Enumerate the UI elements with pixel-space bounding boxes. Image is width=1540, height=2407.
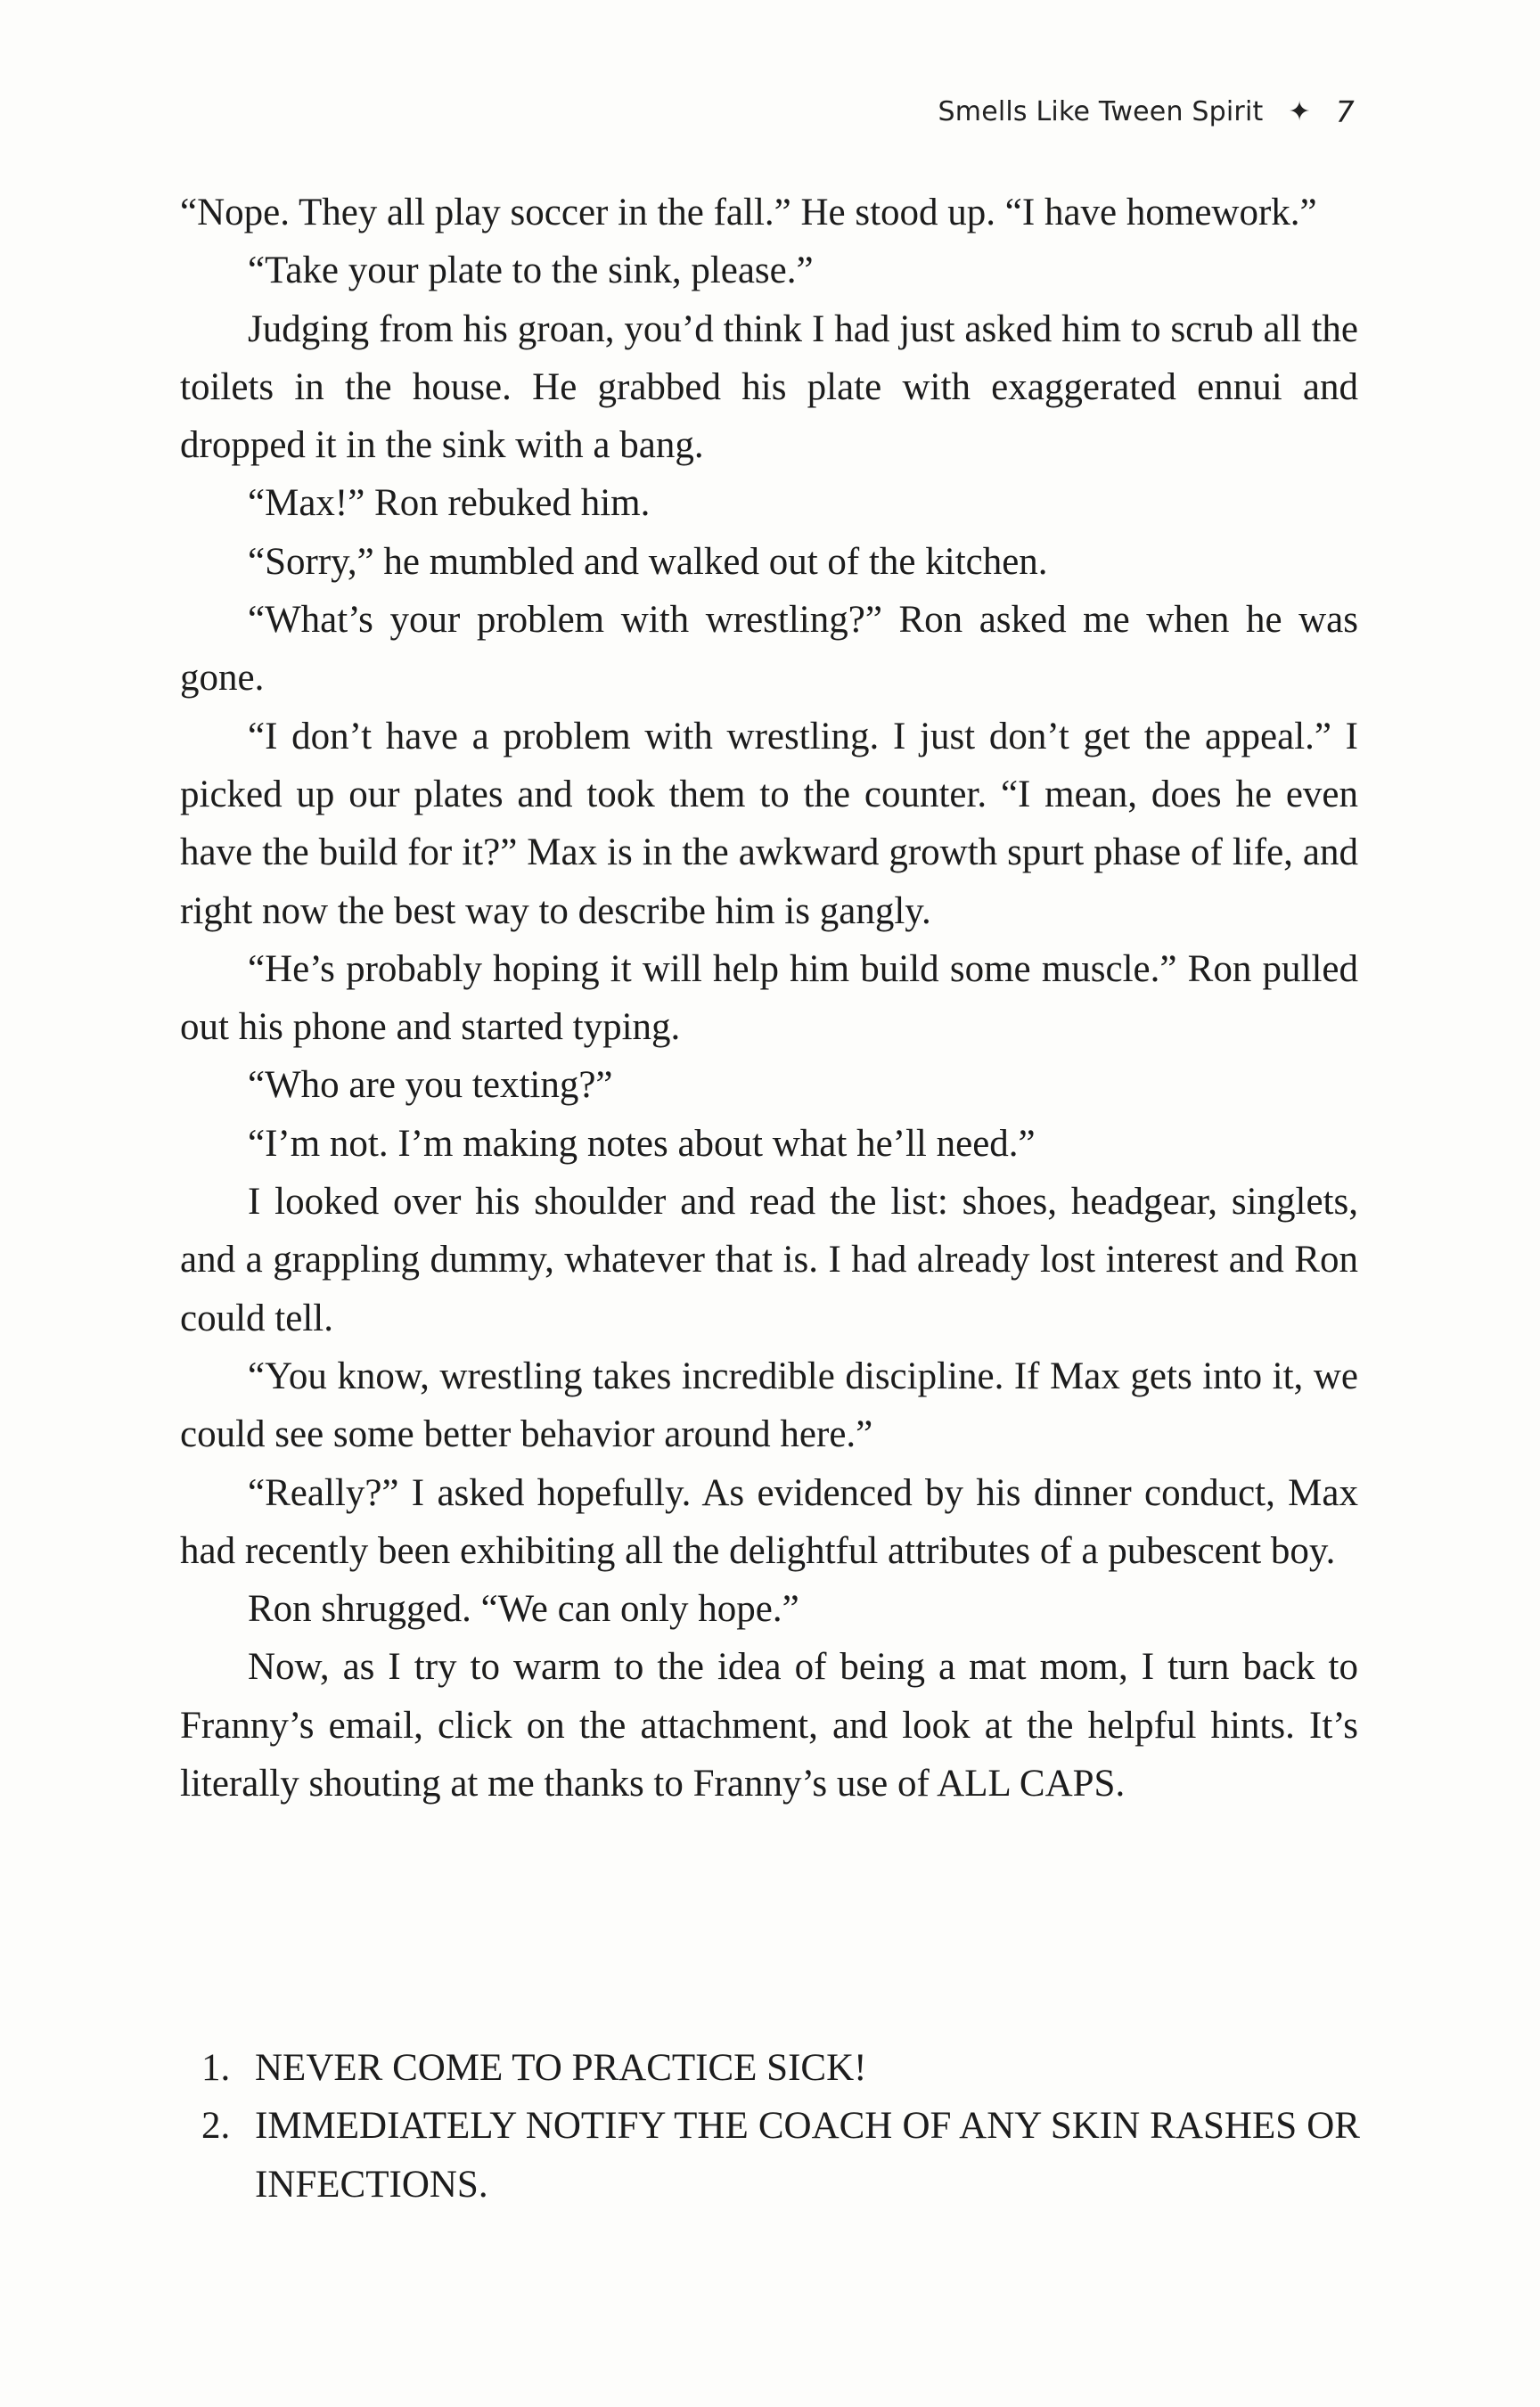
paragraph: Judging from his groan, you’d think I had just asked him to scrub all the toilets in the house. He grabbed his plate with exaggerated ennui and dropped it in the sink with a bang. bbox=[180, 307, 1358, 467]
list-item-number: 2. bbox=[201, 2105, 231, 2148]
list-item-text: IMMEDIATELY NOTIFY THE COACH OF ANY SKIN RASHES OR INFECTIONS. bbox=[255, 2105, 1360, 2206]
paragraph: Ron shrugged. “We can only hope.” bbox=[248, 1588, 799, 1631]
list-item bbox=[201, 2039, 1360, 2097]
paragraph: “Who are you texting?” bbox=[248, 1064, 613, 1107]
separator-star-icon: ✦ bbox=[1288, 96, 1311, 127]
paragraph: “Nope. They all play soccer in the fall.” He stood up. “I have homework.” bbox=[180, 192, 1317, 233]
paragraph: “Sorry,” he mumbled and walked out of the kitchen. bbox=[248, 540, 1048, 583]
paragraph: “Really?” I asked hopefully. As evidenced by his dinner conduct, Max had recently been exhibiting all the delightful attributes of a pubescent boy. bbox=[180, 1471, 1358, 1572]
paragraph: “What’s your problem with wrestling?” Ron asked me when he was gone. bbox=[180, 599, 1358, 700]
hints-list bbox=[201, 2039, 1360, 2214]
paragraph: I looked over his shoulder and read the list: shoes, headgear, singlets, and a grappling dummy, whatever that is. I had already lost interest and Ron could tell. bbox=[180, 1181, 1358, 1339]
list-item bbox=[201, 2097, 1360, 2214]
paragraph: “Take your plate to the sink, please.” bbox=[248, 250, 814, 292]
page-number: 7 bbox=[1335, 94, 1355, 129]
paragraph: “He’s probably hoping it will help him build some muscle.” Ron pulled out his phone and started typing. bbox=[180, 947, 1358, 1049]
paragraph: Now, as I try to warm to the idea of being a mat mom, I turn back to Franny’s email, click on the attachment, and look at the helpful hints. It’s literally shouting at me thanks to Franny’s use of ALL CAPS. bbox=[180, 1646, 1358, 1805]
body-text bbox=[180, 184, 1358, 1813]
paragraph: “Max!” Ron rebuked him. bbox=[248, 482, 651, 525]
list-item-number: 1. bbox=[201, 2047, 231, 2089]
list-item-text: NEVER COME TO PRACTICE SICK! bbox=[255, 2047, 867, 2089]
paragraph: “I don’t have a problem with wrestling. I just don’t get the appeal.” I picked up our plates and took them to the counter. “I mean, does he even have the build for it?” Max is in the awkward growth spurt phase of life, and right now the best way to describe him is gangly. bbox=[180, 715, 1358, 932]
paragraph: “I’m not. I’m making notes about what he’ll need.” bbox=[248, 1122, 1036, 1165]
running-header bbox=[936, 94, 1355, 129]
paragraph: “You know, wrestling takes incredible discipline. If Max gets into it, we could see some better behavior around here.” bbox=[180, 1355, 1358, 1456]
running-title: Smells Like Tween Spirit bbox=[938, 96, 1264, 127]
